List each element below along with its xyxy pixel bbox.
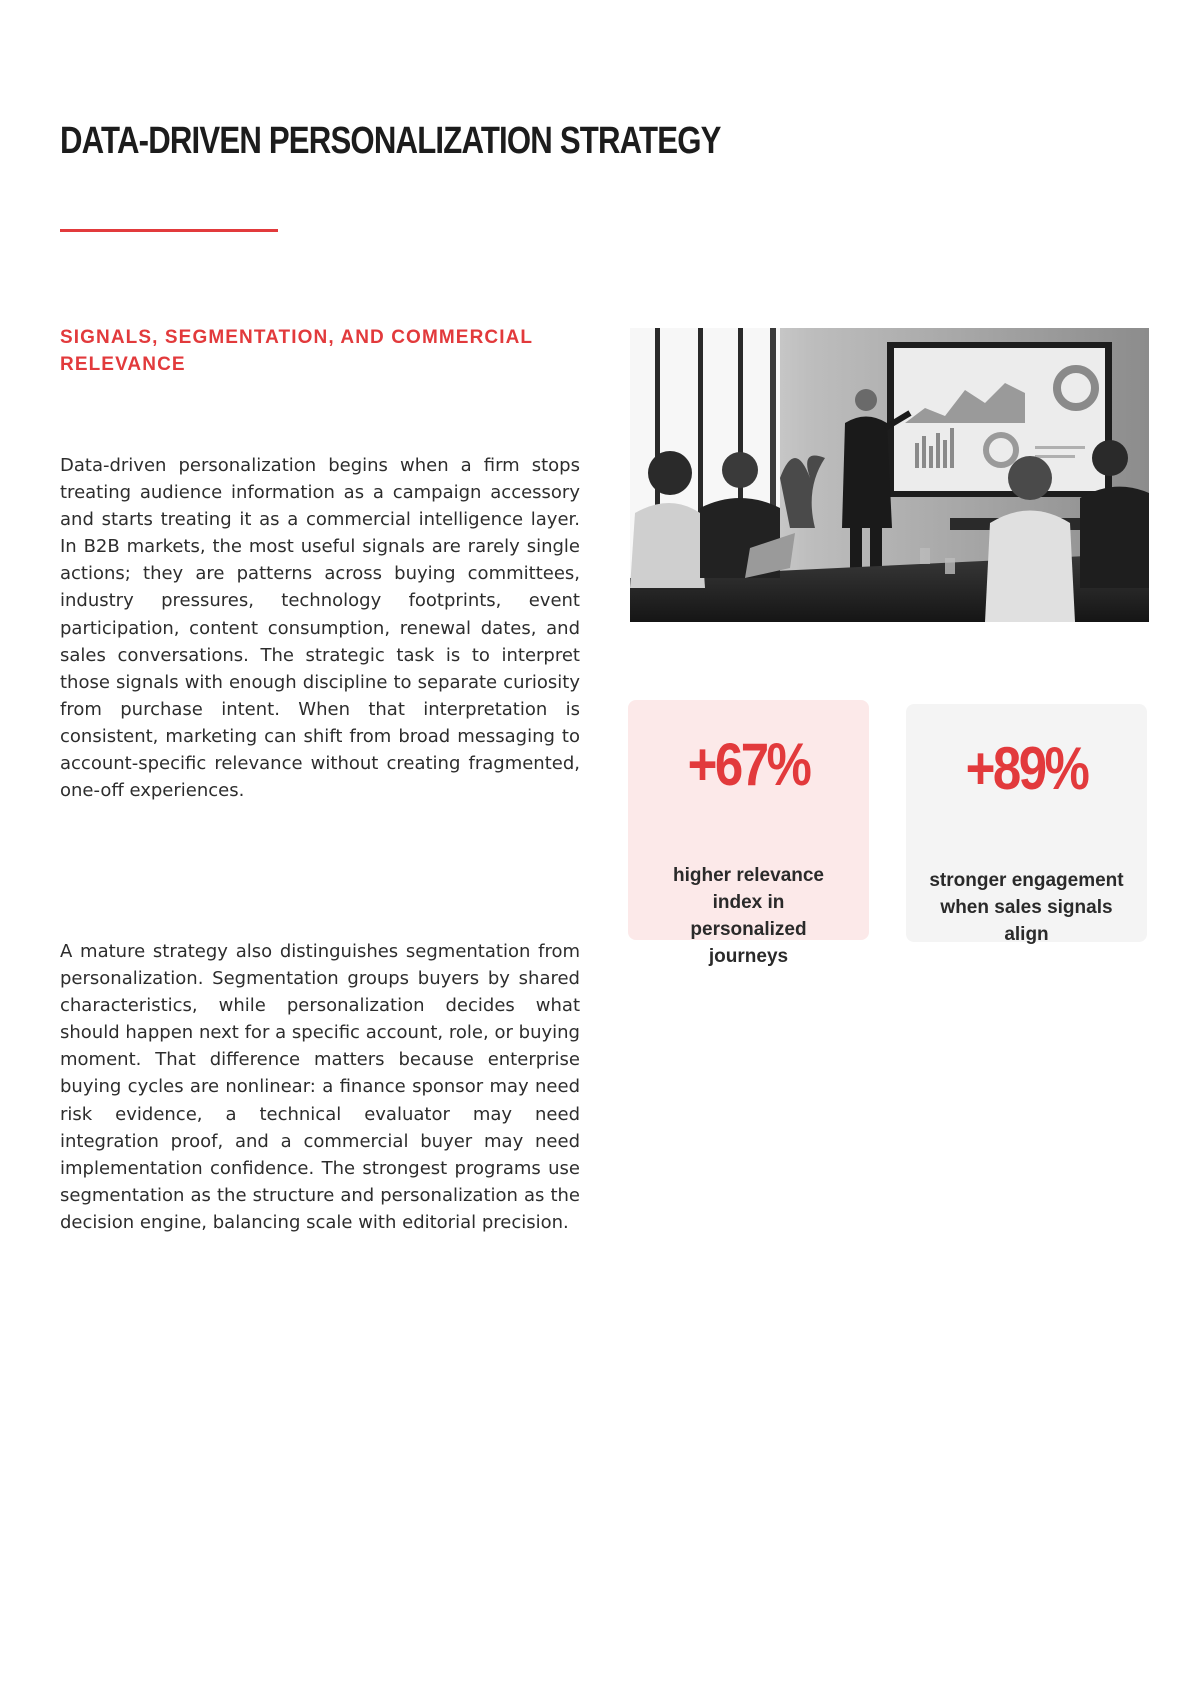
- stat-card-engagement: [906, 704, 1147, 945]
- accent-rule: [60, 229, 278, 232]
- body-paragraph-2: A mature strategy also distinguishes segmentation from personalization. Segmentation groups buyers by shared characteristics, while personalization decides what should happen next for a specific account, role, or buying moment. That difference matters because enterprise buying cycles are nonlinear: a finance sponsor may need risk evidence, a technical evaluator may need integration proof, and a commercial buyer may need implementation confidence. The strongest programs use segmentation as the structure and personalization as the decision engine, balancing scale with editorial precision.: [60, 941, 580, 1233]
- stat-card-relevance: [628, 700, 869, 967]
- meeting-photo: [630, 328, 1149, 622]
- stat-value: +89%: [965, 735, 1088, 802]
- stat-label: higher relevance index in personalized journeys: [672, 865, 825, 967]
- stat-label: stronger engagement when sales signals align: [929, 870, 1124, 945]
- section-subheading: SIGNALS, SEGMENTATION, AND COMMERCIAL RELEVANCE: [60, 327, 533, 375]
- page-title: DATA-DRIVEN PERSONALIZATION STRATEGY: [60, 120, 721, 162]
- stat-value: +67%: [687, 731, 810, 798]
- body-paragraph-1: Data-driven personalization begins when a firm stops treating audience information as a campaign accessory and starts treating it as a commercial intelligence layer. In B2B markets, the most useful signals are rarely single actions; they are patterns across buying committees, industry pressures, technology footprints, event participation, content consumption, renewal dates, and sales conversations. The strategic task is to interpret those signals with enough discipline to separate curiosity from purchase intent. When that interpretation is consistent, marketing can shift from broad messaging to account-specific relevance without creating fragmented, one-off experiences.: [60, 455, 580, 802]
